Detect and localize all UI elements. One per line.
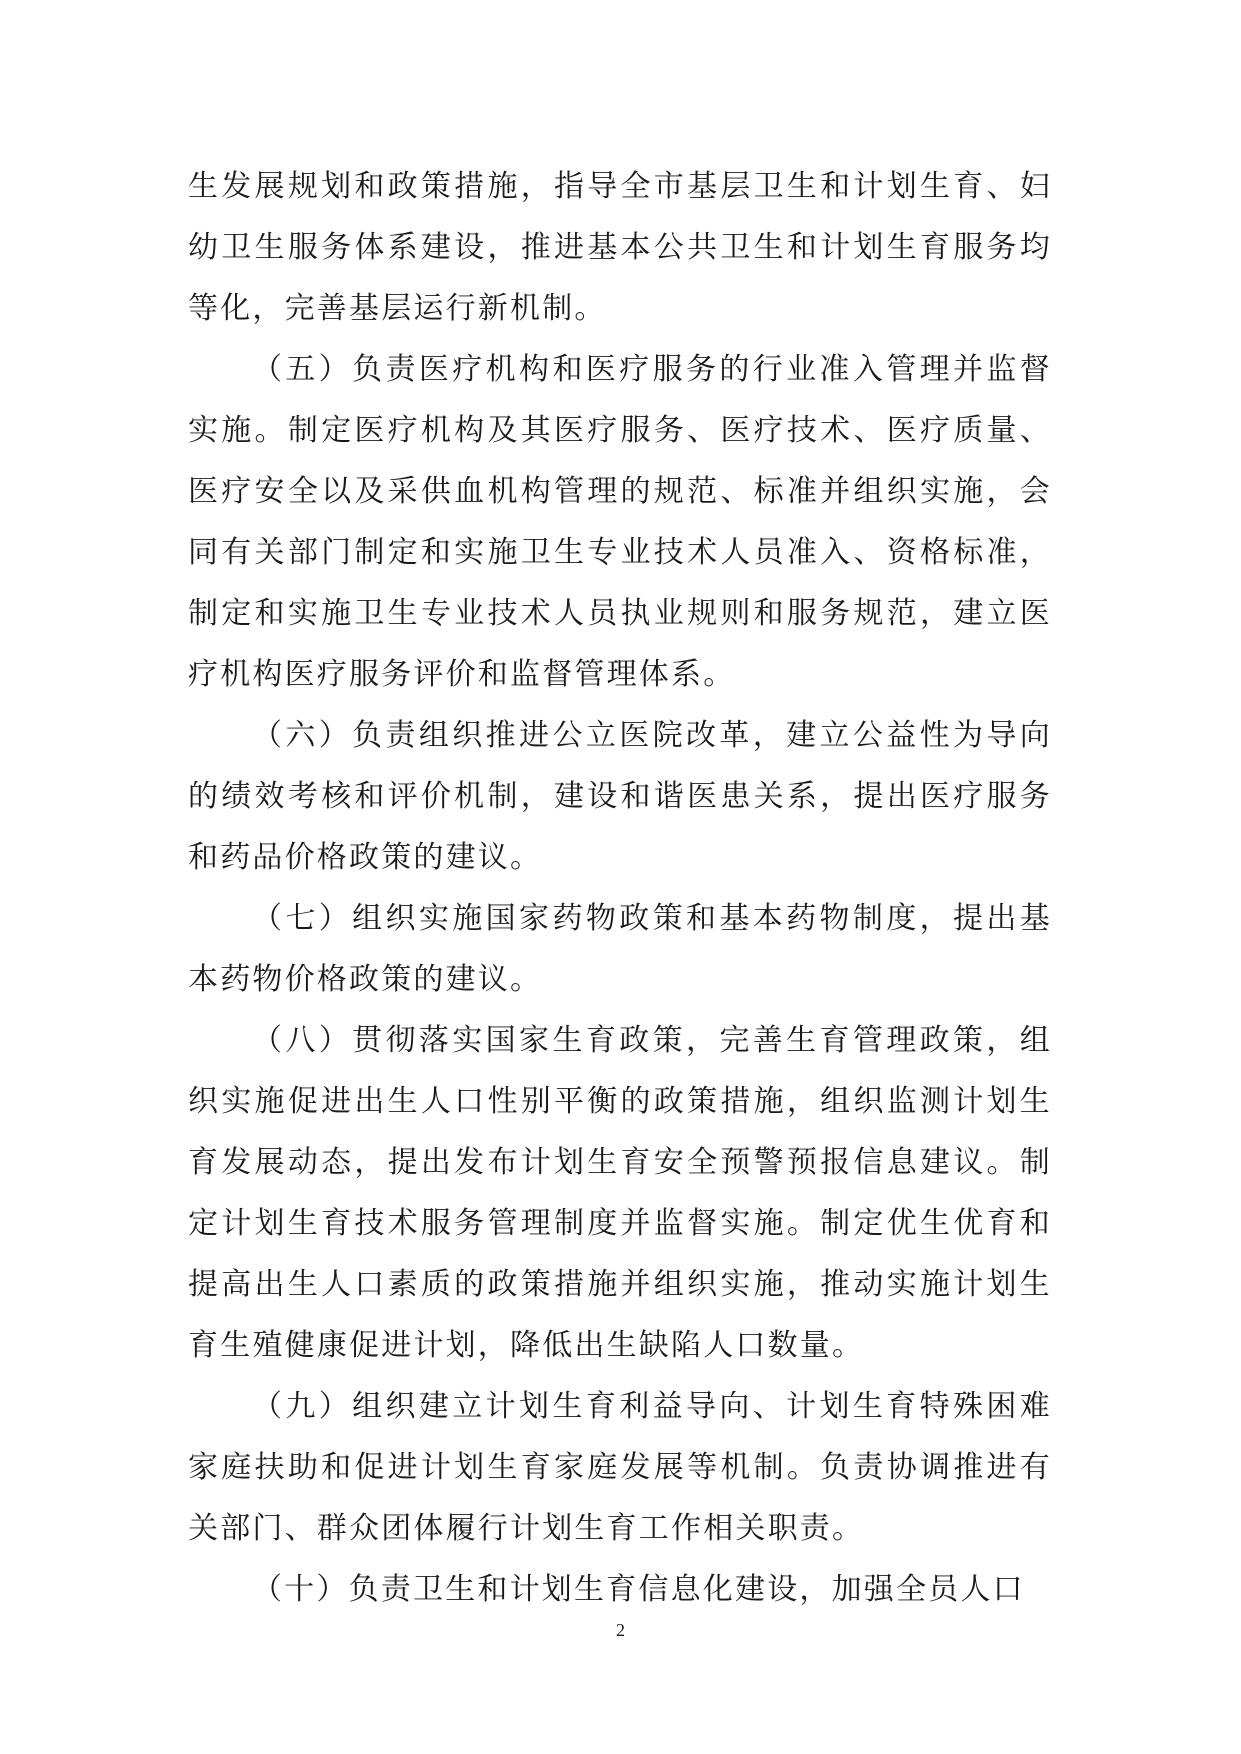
page-number: 2 [616,1620,625,1640]
paragraph-item-6: （六）负责组织推进公立医院改革，建立公益性为导向的绩效考核和评价机制，建设和谐医患关系，提出医疗服务和药品价格政策的建议。 [188,718,1052,875]
paragraph-item-10: （十）负责卫生和计划生育信息化建设，加强全员人口 [252,1572,1025,1607]
paragraph-item-7: （七）组织实施国家药物政策和基本药物制度，提出基本药物价格政策的建议。 [188,901,1052,997]
paragraph-item-8: （八）贯彻落实国家生育政策，完善生育管理政策，组织实施促进出生人口性别平衡的政策措施，组织监测计划生育发展动态，提出发布计划生育安全预警预报信息建议。制定计划生育技术服务管理制度并监督实施。制定优生优育和提高出生人口素质的政策措施并组织实施，推动实施计划生育生殖健康促进计划，降低出生缺陷人口数量。 [188,1023,1052,1363]
body-text [188,156,1052,1620]
paragraph-item-5: （五）负责医疗机构和医疗服务的行业准入管理并监督实施。制定医疗机构及其医疗服务、医疗技术、医疗质量、医疗安全以及采供血机构管理的规范、标准并组织实施，会同有关部门制定和实施卫生专业技术人员准入、资格标准，制定和实施卫生专业技术人员执业规则和服务规范，建立医疗机构医疗服务评价和监督管理体系。 [188,352,1052,692]
paragraph-continuation: 生发展规划和政策措施，指导全市基层卫生和计划生育、妇幼卫生服务体系建设，推进基本公共卫生和计划生育服务均等化，完善基层运行新机制。 [188,169,1052,326]
paragraph-item-9: （九）组织建立计划生育利益导向、计划生育特殊困难家庭扶助和促进计划生育家庭发展等机制。负责协调推进有关部门、群众团体履行计划生育工作相关职责。 [188,1389,1052,1546]
